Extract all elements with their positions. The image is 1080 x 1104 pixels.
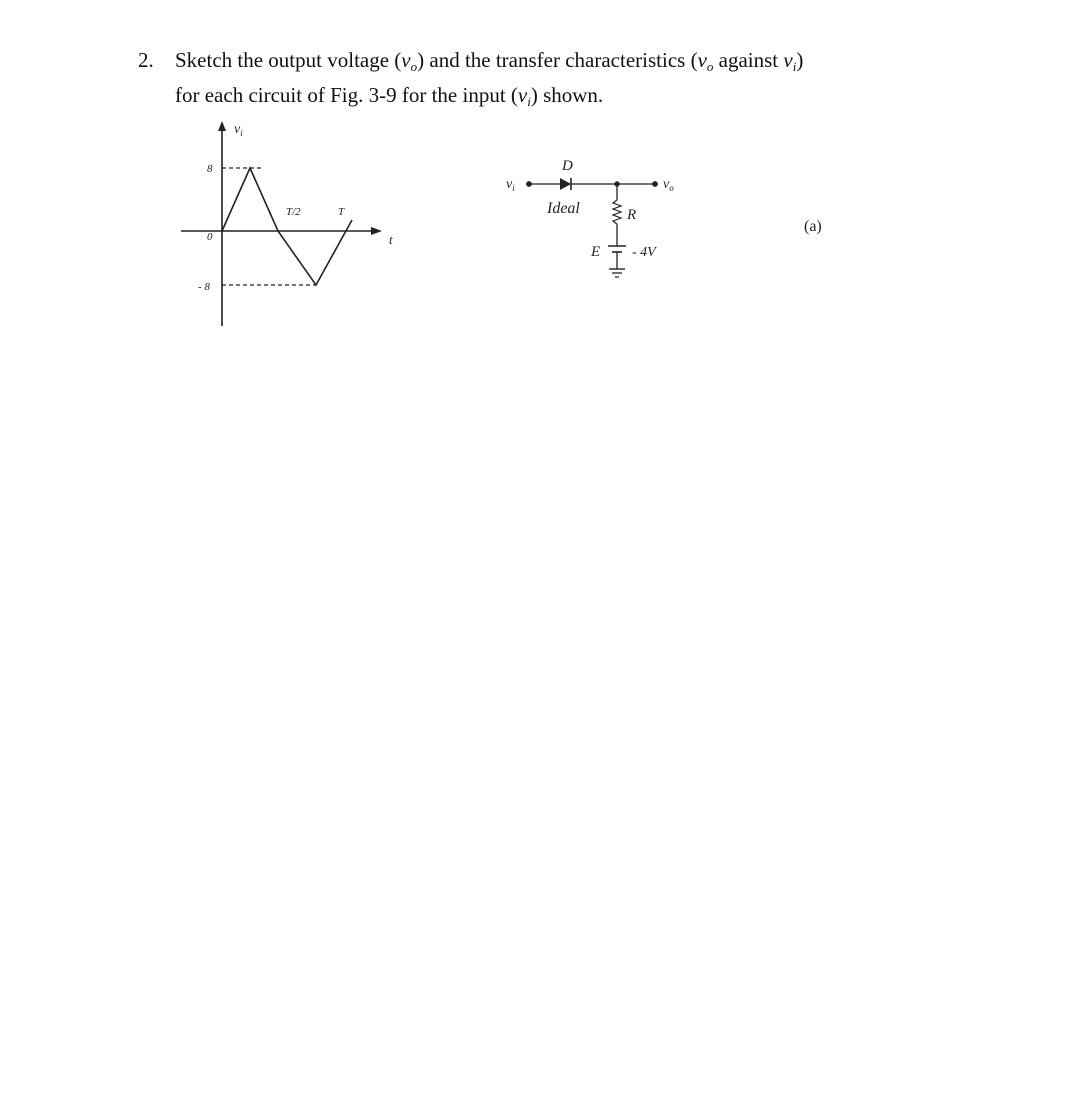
- vi-axis-label: $v_i$: [234, 122, 243, 138]
- vi-subscript: i: [527, 94, 531, 109]
- vi-subscript: i: [792, 59, 797, 74]
- waveform-labels: [198, 122, 393, 293]
- clipper-circuit: [527, 178, 658, 277]
- battery-value: - 4V: [632, 245, 656, 260]
- vi-symbol: v: [783, 48, 793, 72]
- tick-label-zero: 0: [207, 231, 213, 243]
- vo-subscript: o: [410, 59, 418, 74]
- v-axis-arrow-icon: [218, 121, 226, 131]
- question-text-part: Sketch the output voltage (: [175, 48, 402, 72]
- t-axis-label: t: [389, 232, 393, 247]
- circuit-labels: [506, 158, 822, 260]
- question-number: 2.: [138, 48, 154, 72]
- t-axis-arrow-icon: [371, 227, 382, 235]
- question-text-part: ) shown.: [530, 83, 604, 107]
- output-terminal: [653, 182, 658, 187]
- vo-subscript: o: [706, 59, 714, 74]
- tick-label-positive: 8: [207, 163, 213, 175]
- tick-label-negative: - 8: [198, 281, 210, 293]
- vo-symbol: v: [401, 48, 411, 72]
- output-label: $v_o$: [663, 177, 674, 193]
- vi-symbol: v: [517, 83, 528, 107]
- vo-symbol: v: [697, 48, 707, 72]
- figure-tag: (a): [804, 218, 822, 235]
- tick-label-period: T: [338, 206, 345, 218]
- input-terminal: [527, 182, 532, 187]
- question-text-part: against: [713, 48, 784, 72]
- diode-label: D: [562, 158, 573, 174]
- tick-label-half-period: T/2: [286, 206, 301, 218]
- input-waveform: [181, 121, 382, 326]
- question-text-part: ) and the transfer characteristics (: [417, 48, 698, 72]
- question-text-part: ): [796, 48, 804, 72]
- battery-label: E: [591, 244, 601, 260]
- resistor-icon: [613, 200, 621, 224]
- resistor-label: R: [627, 207, 637, 223]
- question-text-part: for each circuit of Fig. 3-9 for the input (: [175, 83, 518, 107]
- diode-icon: [560, 178, 571, 190]
- input-label: $v_i$: [506, 177, 515, 193]
- triangle-wave: [222, 168, 352, 285]
- diode-type-label: Ideal: [547, 200, 580, 217]
